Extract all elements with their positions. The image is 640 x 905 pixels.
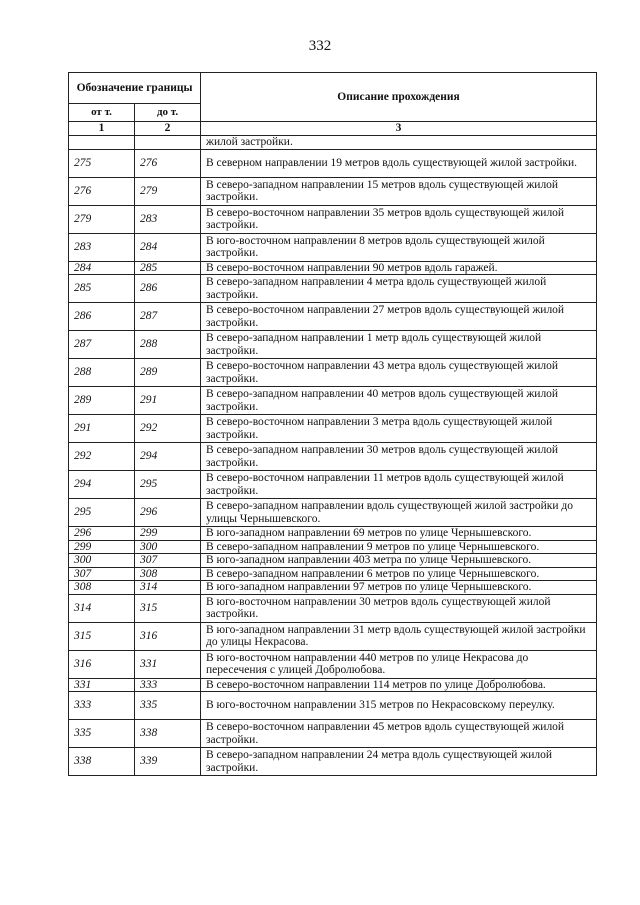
to-point-cell: 294 [135,443,201,471]
to-point-cell: 338 [135,720,201,748]
description-cell: В северном направлении 19 метров вдоль существующей жилой застройки. [201,149,597,177]
to-point-cell: 331 [135,650,201,678]
to-point-cell: 288 [135,331,201,359]
from-point-cell: 314 [69,594,135,622]
to-point-cell: 289 [135,359,201,387]
description-header: Описание прохождения [201,73,597,122]
table-row [69,499,597,527]
from-point-cell: 307 [69,567,135,581]
table-row [69,205,597,233]
to-point-header: до т. [135,104,201,122]
from-point-cell: 335 [69,720,135,748]
description-cell: В северо-восточном направлении 43 метра вдоль существующей жилой застройки. [201,359,597,387]
from-point-header: от т. [69,104,135,122]
table-row [69,177,597,205]
to-point-cell: 314 [135,581,201,595]
table-row [69,331,597,359]
description-cell: В юго-западном направлении 31 метр вдоль существующей жилой застройки до улицы Некрасова. [201,622,597,650]
to-point-cell: 295 [135,471,201,499]
table-row [69,622,597,650]
description-cell: В северо-восточном направлении 35 метров вдоль существующей жилой застройки. [201,205,597,233]
from-point-cell: 331 [69,678,135,692]
table-row [69,415,597,443]
to-point-cell [135,136,201,150]
description-cell: В северо-восточном направлении 90 метров вдоль гаражей. [201,261,597,275]
from-point-cell: 288 [69,359,135,387]
to-point-cell: 286 [135,275,201,303]
from-point-cell [69,136,135,150]
from-point-cell: 308 [69,581,135,595]
description-cell: В северо-западном направлении 1 метр вдоль существующей жилой застройки. [201,331,597,359]
from-point-cell: 276 [69,177,135,205]
from-point-cell: 295 [69,499,135,527]
table-row [69,527,597,541]
to-point-cell: 296 [135,499,201,527]
from-point-cell: 275 [69,149,135,177]
from-point-cell: 289 [69,387,135,415]
to-point-cell: 315 [135,594,201,622]
table-row [69,594,597,622]
to-point-cell: 279 [135,177,201,205]
table-row [69,261,597,275]
page-number: 332 [308,38,332,54]
to-point-cell: 308 [135,567,201,581]
from-point-cell: 300 [69,554,135,568]
to-point-cell: 339 [135,748,201,776]
to-point-cell: 276 [135,149,201,177]
table-row [69,275,597,303]
description-cell: В северо-восточном направлении 114 метров по улице Добролюбова. [201,678,597,692]
boundary-table [68,72,597,776]
from-point-cell: 284 [69,261,135,275]
designation-header: Обозначение границы [69,73,201,104]
from-point-cell: 285 [69,275,135,303]
description-cell: В северо-восточном направлении 11 метров вдоль существующей жилой застройки. [201,471,597,499]
column-number-2: 2 [135,122,201,136]
from-point-cell: 291 [69,415,135,443]
to-point-cell: 285 [135,261,201,275]
table-row [69,540,597,554]
to-point-cell: 284 [135,233,201,261]
from-point-cell: 333 [69,692,135,720]
description-cell: В юго-западном направлении 97 метров по улице Чернышевского. [201,581,597,595]
table-row [69,359,597,387]
table-row [69,233,597,261]
table-row [69,567,597,581]
table-row [69,471,597,499]
table-row [69,443,597,471]
description-cell: жилой застройки. [201,136,597,150]
description-cell: В северо-западном направлении 9 метров по улице Чернышевского. [201,540,597,554]
to-point-cell: 287 [135,303,201,331]
to-point-cell: 316 [135,622,201,650]
description-cell: В юго-восточном направлении 440 метров по улице Некрасова до пересечения с улицей Добролюбова. [201,650,597,678]
description-cell: В юго-восточном направлении 315 метров по Некрасовскому переулку. [201,692,597,720]
description-cell: В северо-восточном направлении 27 метров вдоль существующей жилой застройки. [201,303,597,331]
column-number-1: 1 [69,122,135,136]
table-row [69,387,597,415]
table-row [69,678,597,692]
from-point-cell: 294 [69,471,135,499]
description-cell: В северо-западном направлении 4 метра вдоль существующей жилой застройки. [201,275,597,303]
from-point-cell: 286 [69,303,135,331]
to-point-cell: 283 [135,205,201,233]
description-cell: В юго-восточном направлении 8 метров вдоль существующей жилой застройки. [201,233,597,261]
to-point-cell: 292 [135,415,201,443]
table-row [69,581,597,595]
from-point-cell: 279 [69,205,135,233]
from-point-cell: 315 [69,622,135,650]
to-point-cell: 335 [135,692,201,720]
to-point-cell: 307 [135,554,201,568]
table-row [69,149,597,177]
to-point-cell: 291 [135,387,201,415]
from-point-cell: 338 [69,748,135,776]
to-point-cell: 299 [135,527,201,541]
description-cell: В северо-восточном направлении 45 метров вдоль существующей жилой застройки. [201,720,597,748]
description-cell: В северо-западном направлении 30 метров вдоль существующей жилой застройки. [201,443,597,471]
from-point-cell: 287 [69,331,135,359]
to-point-cell: 300 [135,540,201,554]
table-row [69,650,597,678]
table-row [69,720,597,748]
description-cell: В северо-западном направлении 24 метра вдоль существующей жилой застройки. [201,748,597,776]
table-row [69,554,597,568]
from-point-cell: 292 [69,443,135,471]
description-cell: В северо-западном направлении 15 метров вдоль существующей жилой застройки. [201,177,597,205]
description-cell: В северо-западном направлении вдоль существующей жилой застройки до улицы Чернышевского. [201,499,597,527]
to-point-cell: 333 [135,678,201,692]
description-cell: В северо-западном направлении 40 метров вдоль существующей жилой застройки. [201,387,597,415]
description-cell: В юго-западном направлении 403 метра по улице Чернышевского. [201,554,597,568]
from-point-cell: 316 [69,650,135,678]
description-cell: В юго-восточном направлении 30 метров вдоль существующей жилой застройки. [201,594,597,622]
table-row [69,692,597,720]
description-cell: В северо-западном направлении 6 метров по улице Чернышевского. [201,567,597,581]
from-point-cell: 299 [69,540,135,554]
from-point-cell: 296 [69,527,135,541]
table-row [69,748,597,776]
description-cell: В юго-западном направлении 69 метров по улице Чернышевского. [201,527,597,541]
table-row [69,303,597,331]
column-number-3: 3 [201,122,597,136]
continuation-row [69,136,597,150]
description-cell: В северо-восточном направлении 3 метра вдоль существующей жилой застройки. [201,415,597,443]
from-point-cell: 283 [69,233,135,261]
